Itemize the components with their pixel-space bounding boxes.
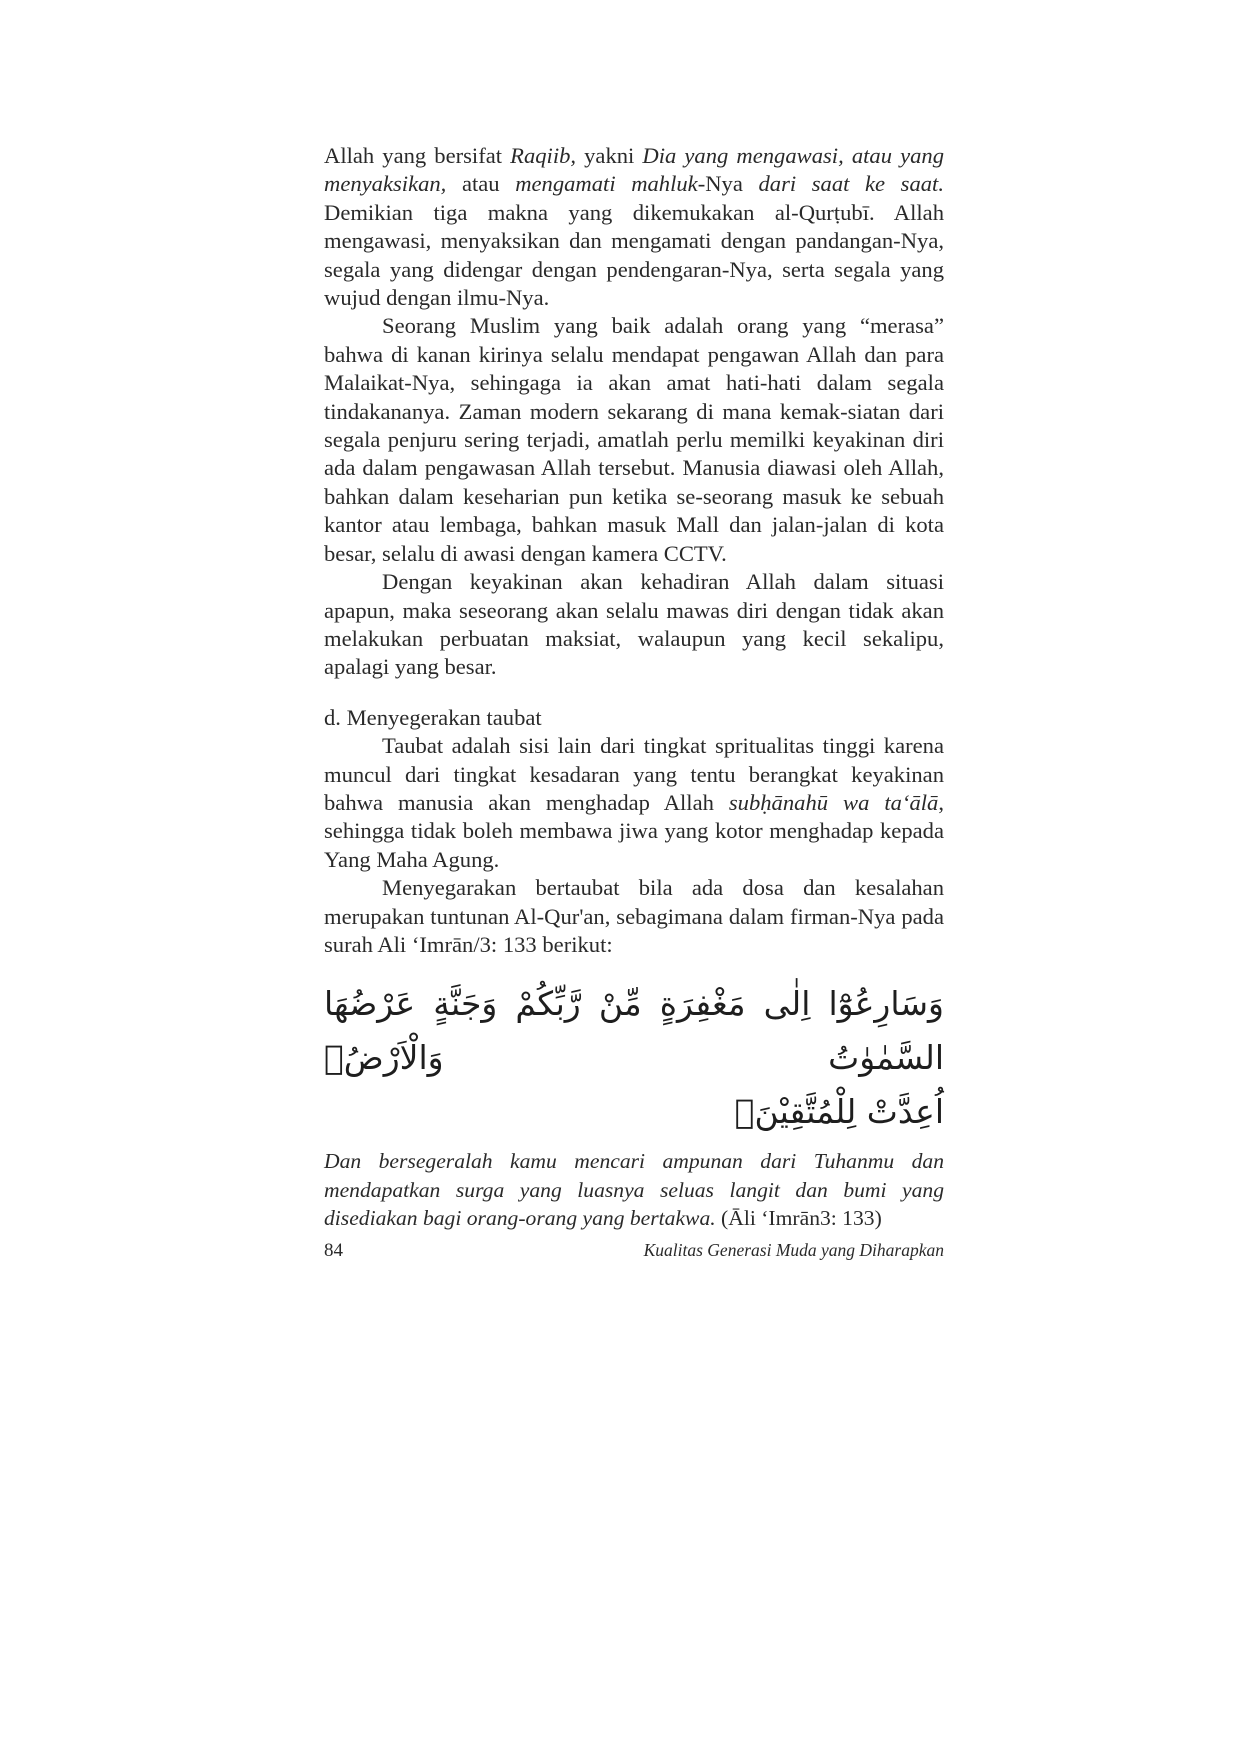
paragraph-taubat [324,732,944,874]
paragraph-muslim: Seorang Muslim yang baik adalah orang yang “merasa” bahwa di kanan kirinya selalu mendapat pengawan Allah dan para Malaikat-Nya, sehingaga ia akan amat hati-hati dalam segala tindakananya. Zaman modern sekarang di mana kemak-siatan dari segala penjuru sering terjadi, amatlah perlu memilki keyakinan diri ada dalam pengawasan Allah tersebut. Manusia diawasi oleh Allah, bahkan dalam keseharian pun ketika se-seorang masuk ke sebuah kantor atau lembaga, bahkan masuk Mall dan jalan-jalan di kota besar, selalu di awasi dengan kamera CCTV. [324,313,944,566]
italic-term: Raqiib, [510,143,577,168]
italic-meaning: dari saat ke saat. [758,171,944,197]
translation-text: Dan bersegeralah kamu mencari ampunan dari Tuhanmu dan mendapatkan surga yang luasnya seluas langit dan bumi yang disediakan bagi orang-orang yang bertakwa. [324,1149,944,1231]
text: Demikian tiga makna yang dikemukakan al-Qurṭubī. Allah mengawasi, menyaksikan dan mengamati dengan pandangan-Nya, segala yang didengar dengan pendengaran-Nya, serta segala yang wujud dengan ilmu-Nya. [324,199,944,311]
text: Taubat adalah sisi lain dari tingkat spritualitas tinggi karena muncul dari tingkat kesadaran yang tentu berangkat keyakinan bahwa manusia akan menghadap Allah [324,733,944,815]
verse-translation [324,1147,944,1232]
paragraph-menyegarakan: Menyegarakan bertaubat bila ada dosa dan kesalahan merupakan tuntunan Al-Qur'an, sebagimana dalam firman-Nya pada surah Ali ‘Imrān/3: 133 berikut: [324,875,944,957]
italic-term: subḥānahū wa ta‘ālā [728,789,939,815]
running-title: Kualitas Generasi Muda yang Diharapkan [643,1240,944,1260]
quran-verse [324,977,944,1139]
paragraph-raqiib [324,142,944,312]
verse-line-2: اُعِدَّتْ لِلْمُتَّقِيْنَۙ [734,1092,944,1132]
verse-reference: (Āli ‘Imrān3: 133) [715,1206,882,1231]
text: atau [446,171,516,197]
text: , sehingga tidak boleh membawa jiwa yang kotor menghadap kepada Yang Maha Agung. [324,789,944,872]
page-body [324,142,944,1233]
text: yakni [576,143,643,168]
page-number: 84 [324,1240,343,1261]
verse-line-1: وَسَارِعُوْٓا اِلٰى مَغْفِرَةٍ مِّنْ رَّبِّكُمْ وَجَنَّةٍ عَرْضُهَا السَّمٰوٰتُ وَالْاَرْضُۙ [324,984,944,1078]
text: -Nya [697,171,759,197]
italic-meaning: Dia yang mengawasi, atau yang menyaksikan, [324,143,944,197]
text: Allah yang bersifat [324,143,511,168]
page-footer [324,1240,944,1270]
section-heading: d. Menyegerakan taubat [324,704,542,730]
paragraph-keyakinan: Dengan keyakinan akan kehadiran Allah dalam situasi apapun, maka seseorang akan selalu mawas diri dengan tidak akan melakukan perbuatan maksiat, walaupun yang kecil sekalipu, apalagi yang besar. [324,569,944,680]
italic-meaning: mengamati mahluk [515,171,698,197]
